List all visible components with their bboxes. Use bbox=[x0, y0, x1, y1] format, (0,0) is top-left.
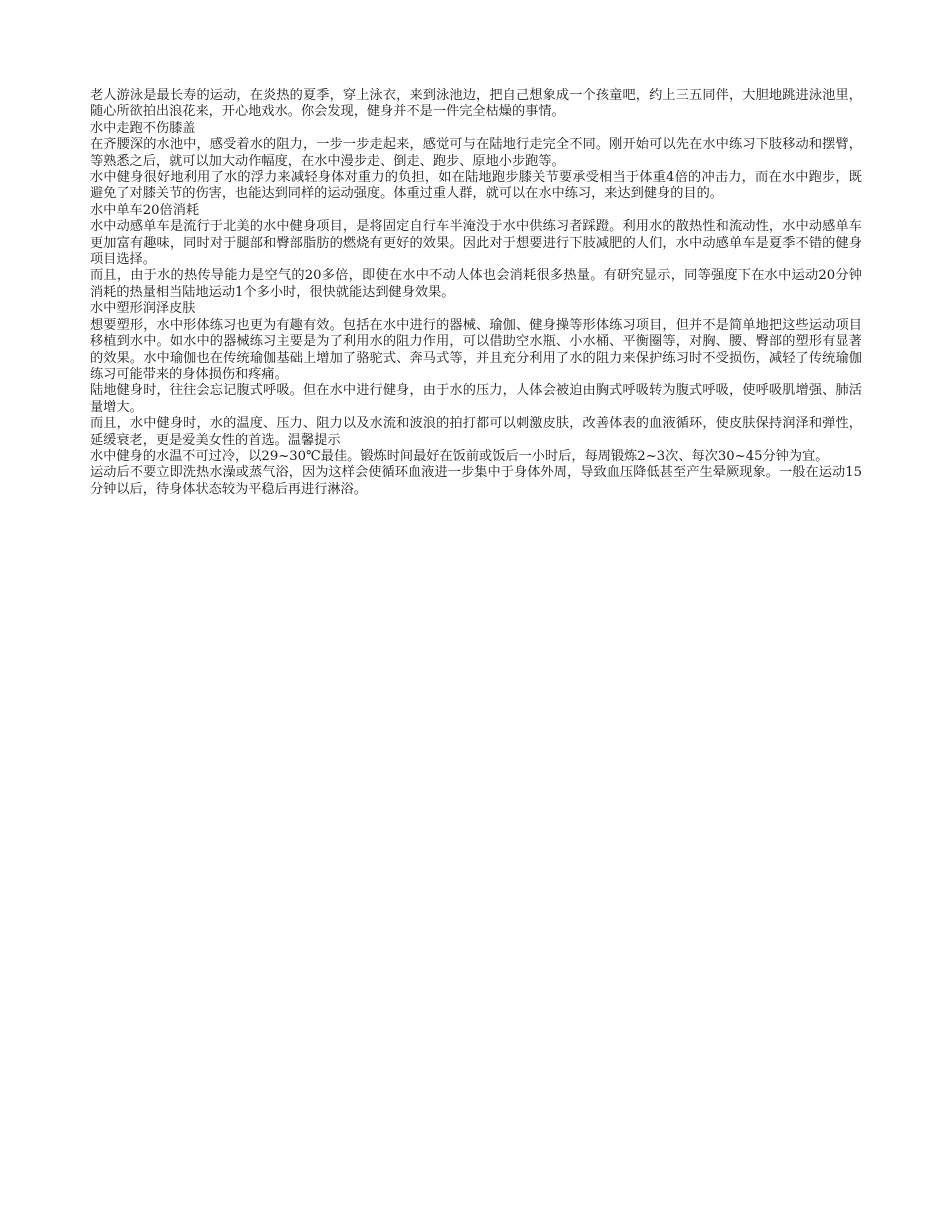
paragraph-buoyancy-knees: 水中健身很好地利用了水的浮力来减轻身体对重力的负担，如在陆地跑步膝关节要承受相当于体重4倍的冲击力，而在水中跑步，既避免了对膝关节的伤害，也能达到同样的运动强度。体重过重人群，就可以在水中练习，来达到健身的目的。 bbox=[90, 170, 862, 202]
paragraph-skin-benefits: 而且，水中健身时，水的温度、压力、阻力以及水流和波浪的拍打都可以刺激皮肤，改善体表的血液循环，使皮肤保持润泽和弹性，延缓衰老，更是爱美女性的首选。温馨提示 bbox=[90, 416, 862, 448]
heading-water-walking: 水中走跑不伤膝盖 bbox=[90, 120, 196, 136]
document-body bbox=[90, 88, 862, 498]
paragraph-water-temperature: 水中健身的水温不可过冷，以29~30℃最佳。锻炼时间最好在饭前或饭后一小时后，每周锻炼2~3次、每次30~45分钟为宜。 bbox=[90, 448, 829, 464]
paragraph-abdominal-breathing: 陆地健身时，往往会忘记腹式呼吸。但在水中进行健身，由于水的压力，人体会被迫由胸式呼吸转为腹式呼吸，使呼吸肌增强、肺活量增大。 bbox=[90, 383, 862, 415]
paragraph-heat-conduction: 而且，由于水的热传导能力是空气的20多倍，即使在水中不动人体也会消耗很多热量。有研究显示，同等强度下在水中运动20分钟消耗的热量相当陆地运动1个多小时，很快就能达到健身效果。 bbox=[90, 268, 862, 300]
paragraph-after-exercise: 运动后不要立即洗热水澡或蒸气浴，因为这样会使循环血液进一步集中于身体外周，导致血压降低甚至产生晕厥现象。一般在运动15分钟以后，待身体状态较为平稳后再进行淋浴。 bbox=[90, 465, 862, 497]
heading-water-cycling: 水中单车20倍消耗 bbox=[90, 202, 200, 218]
heading-water-shaping: 水中塑形润泽皮肤 bbox=[90, 301, 196, 317]
paragraph-intro-elderly-swimming: 老人游泳是最长寿的运动，在炎热的夏季，穿上泳衣，来到泳池边，把自己想象成一个孩童吧，约上三五同伴，大胆地跳进泳池里，随心所欲拍出浪花来，开心地戏水。你会发现，健身并不是一件完全枯燥的事情。 bbox=[90, 88, 862, 120]
paragraph-water-shaping: 想要塑形，水中形体练习也更为有趣有效。包括在水中进行的器械、瑜伽、健身操等形体练习项目，但并不是简单地把这些运动项目移植到水中。如水中的器械练习主要是为了利用水的阻力作用，可以借助空水瓶、小水桶、平衡圈等，对胸、腰、臀部的塑形有显著的效果。水中瑜伽也在传统瑜伽基础上增加了骆驼式、奔马式等，并且充分利用了水的阻力来保护练习时不受损伤，减轻了传统瑜伽练习可能带来的身体损伤和疼痛。 bbox=[90, 317, 862, 382]
paragraph-water-walking: 在齐腰深的水池中，感受着水的阻力，一步一步走起来，感觉可与在陆地行走完全不同。刚开始可以先在水中练习下肢移动和摆臂，等熟悉之后，就可以加大动作幅度，在水中漫步走、倒走、跑步、原地小步跑等。 bbox=[90, 137, 862, 169]
paragraph-water-cycling: 水中动感单车是流行于北美的水中健身项目，是将固定自行车半淹没于水中供练习者踩蹬。利用水的散热性和流动性，水中动感单车更加富有趣味，同时对于腿部和臀部脂肪的燃烧有更好的效果。因此对于想要进行下肢减肥的人们，水中动感单车是夏季不错的健身项目选择。 bbox=[90, 219, 862, 268]
